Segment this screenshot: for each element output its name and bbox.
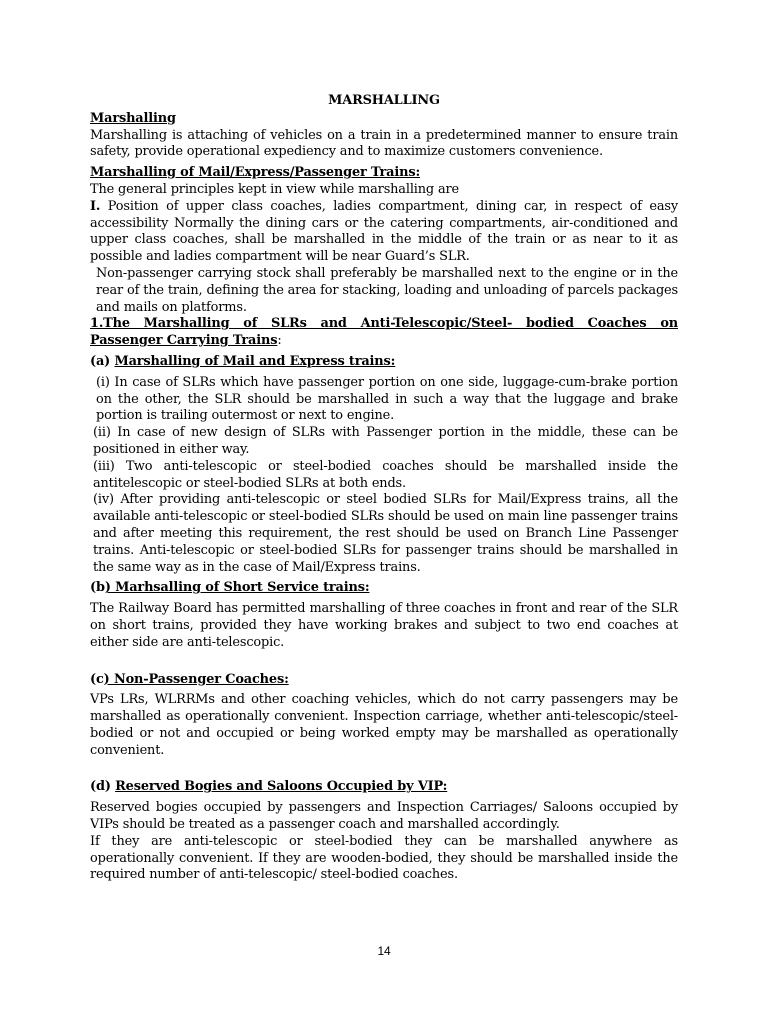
mail-express-heading: Marshalling of Mail/Express/Passenger Trains: <box>90 165 421 181</box>
sub-d-text-2: If they are anti-telescopic or steel-bodied they can be marshalled anywhere as operationally convenient. If they are wooden-bodied, they should be marshalled inside the required number of anti-telescopic/ steel-bodied coaches. <box>90 833 678 883</box>
mail-express-point-2: Non-passenger carrying stock shall preferably be marshalled next to the engine or in the rear of the train, defining the area for stacking, loading and unloading of parcels packages and mails on platforms. <box>96 265 678 315</box>
page-number: 14 <box>377 944 391 958</box>
sub-a-label: (a) <box>90 353 115 369</box>
sub-d-heading-text: Reserved Bogies and Saloons Occupied by VIP: <box>115 779 448 795</box>
intro-text: Marshalling is attaching of vehicles on a train in a predetermined manner to ensure train safety, provide operational expediency and to maximize customers convenience. <box>90 127 678 160</box>
sub-a-heading-text: Marshalling of Mail and Express trains: <box>114 353 396 369</box>
sub-b-heading <box>90 580 678 597</box>
sub-c-label: (c <box>90 671 104 687</box>
sub-b-label: (b <box>90 580 105 596</box>
sub-a-item-3: (iii) Two anti-telescopic or steel-bodied coaches should be marshalled inside the antitelescopic or steel-bodied SLRs at both ends. <box>93 458 678 491</box>
sub-d-heading <box>90 779 678 796</box>
point-1-text: Position of upper class coaches, ladies compartment, dining car, in respect of easy accessibility Normally the dining cars or the catering compartments, air-conditioned and upper class coaches, shall be marshalled in the middle of the train or as near to it as possible and ladies compartment will be near Guard’s SLR. <box>90 198 678 265</box>
sub-c-text: VPs LRs, WLRRMs and other coaching vehicles, which do not carry passengers may be marshalled as operationally convenient. Inspection carriage, whether anti-telescopic/steel-bodied or not and occupied or being worked empty may be marshalled as operationally convenient. <box>90 692 678 758</box>
sub-a-heading <box>90 354 678 371</box>
sub-c-heading-text: ) Non-Passenger Coaches: <box>103 671 289 687</box>
page-title: MARSHALLING <box>328 93 440 108</box>
sub-d-label: (d) <box>90 779 116 795</box>
sub-b-heading-text: ) Marhsalling of Short Service trains: <box>104 580 370 596</box>
sub-d-text-1: Reserved bogies occupied by passengers and Inspection Carriages/ Saloons occupied by VIPs should be treated as a passenger coach and marshalled accordingly. <box>90 800 678 833</box>
section-1-heading-text: 1.The Marshalling of SLRs and Anti-Telescopic/Steel- bodied Coaches on Passenger Carrying Trains <box>90 316 678 349</box>
sub-a-item-2: (ii) In case of new design of SLRs with Passenger portion in the middle, these can be positioned in either way. <box>93 425 678 457</box>
point-1-number: I. <box>90 198 101 214</box>
section-1-heading <box>90 316 678 350</box>
sub-a-item-1: (i) In case of SLRs which have passenger portion on one side, luggage-cum-brake portion on the other, the SLR should be marshalled in such a way that the luggage and brake portion is trailing outermost or next to engine. <box>96 374 678 424</box>
page-content <box>90 93 678 884</box>
sub-c-heading <box>90 672 678 689</box>
mail-express-lead: The general principles kept in view while marshalling are <box>90 181 459 197</box>
intro-heading: Marshalling <box>90 110 176 126</box>
mail-express-point-1 <box>90 199 678 266</box>
sub-a-item-4: (iv) After providing anti-telescopic or steel bodied SLRs for Mail/Express trains, all the available anti-telescopic or steel-bodied SLRs should be used on main line passenger trains and after meeting this requirement, the rest should be used on Branch Line Passenger trains. Anti-telescopic or steel-bodied SLRs for passenger trains should be marshalled in the same way as in the case of Mail/Express trains. <box>93 492 678 575</box>
sub-b-text: The Railway Board has permitted marshalling of three coaches in front and rear of the SLR on short trains, provided they have working brakes and subject to two end coaches at either side are anti-telescopic. <box>90 601 678 650</box>
section-1-heading-colon: : <box>277 333 282 349</box>
